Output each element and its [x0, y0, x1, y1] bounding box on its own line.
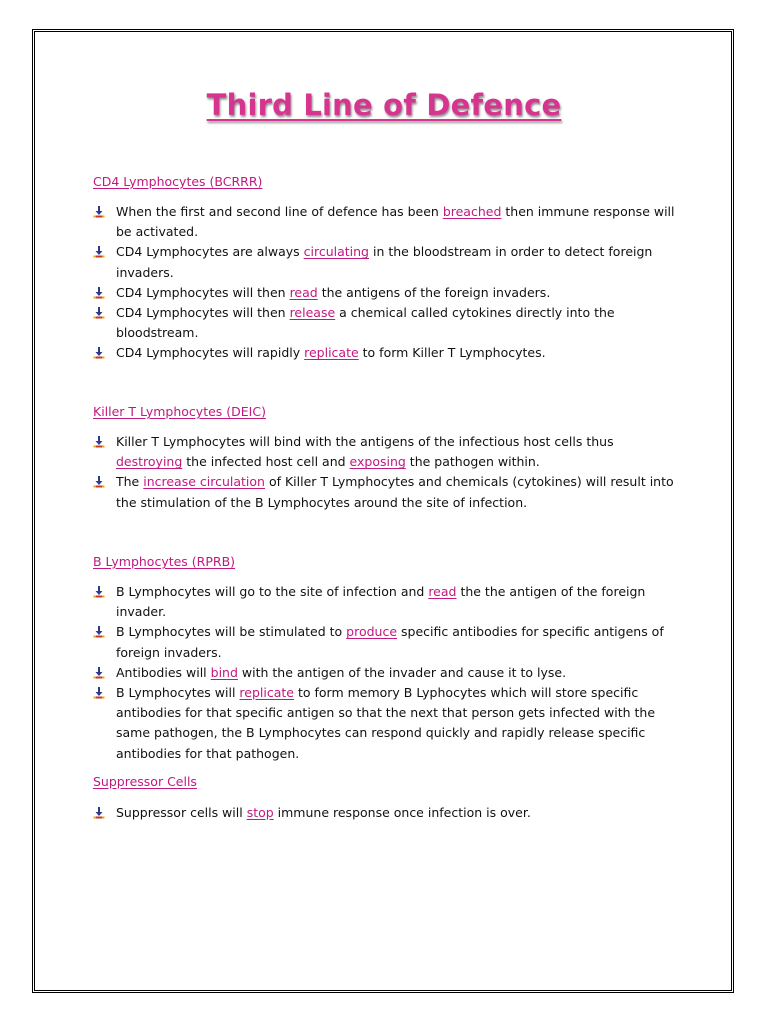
arrow-bullet-icon — [93, 586, 105, 598]
bullet-item — [93, 343, 683, 363]
bullet-item — [93, 582, 683, 622]
bullet-text: CD4 Lymphocytes will then — [116, 284, 290, 300]
bullet-text: The — [116, 474, 144, 490]
bullet-text: CD4 Lymphocytes are always — [116, 244, 304, 260]
section-heading-suppressor: Suppressor Cells — [93, 774, 197, 789]
arrow-bullet-icon — [93, 476, 105, 488]
page-title — [0, 88, 768, 122]
highlighted-term: bind — [210, 664, 238, 680]
bullet-item — [93, 242, 683, 282]
bullet-text: of Killer T Lymphocytes and chemicals (cytokines) will result into the stimulation of the B Lymphocytes around the site of infection. — [116, 474, 674, 510]
bullet-text: specific antibodies for specific antigens of foreign invaders. — [116, 624, 664, 660]
bullet-text: CD4 Lymphocytes will rapidly — [116, 345, 305, 361]
highlighted-term: destroying — [116, 454, 183, 470]
bullet-text: to form Killer T Lymphocytes. — [358, 345, 546, 361]
bullet-text: immune response once infection is over. — [273, 805, 531, 820]
bullet-item — [93, 663, 683, 683]
bullet-item — [93, 622, 683, 662]
bullet-text: B Lymphocytes will be stimulated to — [116, 624, 347, 640]
bullet-list-cd4 — [93, 202, 683, 364]
highlighted-term: stop — [246, 805, 274, 820]
bullet-text: the infected host cell and — [182, 454, 350, 470]
arrow-bullet-icon — [93, 626, 105, 638]
highlighted-term: produce — [346, 624, 398, 640]
bullet-list-killer-t — [93, 432, 683, 513]
highlighted-term: exposing — [349, 454, 406, 470]
highlighted-term: release — [289, 305, 336, 321]
bullet-text: a chemical called cytokines directly into the bloodstream. — [116, 305, 615, 341]
highlighted-term: circulating — [303, 244, 369, 260]
section-heading-b-lymphocytes: B Lymphocytes (RPRB) — [93, 554, 236, 569]
highlighted-term: increase circulation — [143, 474, 265, 490]
section-heading-cd4: CD4 Lymphocytes (BCRRR) — [93, 174, 263, 189]
arrow-bullet-icon — [93, 687, 105, 699]
bullet-item — [93, 803, 683, 823]
arrow-bullet-icon — [93, 246, 105, 258]
arrow-bullet-icon — [93, 347, 105, 359]
bullet-text: then immune response will be activated. — [116, 204, 675, 240]
bullet-text: the the antigen of the foreign invader. — [116, 584, 646, 620]
arrow-bullet-icon — [93, 436, 105, 448]
arrow-bullet-icon — [93, 206, 105, 218]
arrow-bullet-icon — [93, 287, 105, 299]
bullet-text: the pathogen within. — [405, 454, 540, 470]
bullet-item — [93, 683, 683, 764]
bullet-text: When the first and second line of defence has been — [116, 204, 443, 219]
bullet-text: B Lymphocytes will — [116, 685, 240, 701]
highlighted-term: breached — [442, 204, 502, 219]
highlighted-term: read — [289, 284, 318, 300]
arrow-bullet-icon — [93, 807, 105, 819]
arrow-bullet-icon — [93, 307, 105, 319]
highlighted-term: read — [428, 584, 457, 599]
bullet-text: to form memory B Lyphocytes which will store specific antibodies for that specific antigen so that the next that person gets infected with the same pathogen, the B Lymphocytes can respond quickly and rapidly release specific antibodies for that pathogen. — [116, 685, 656, 761]
bullet-text: Suppressor cells will — [116, 805, 247, 820]
bullet-item — [93, 472, 683, 512]
page-title-text: Third Line of Defence — [206, 88, 562, 122]
bullet-list-suppressor — [93, 803, 683, 823]
bullet-item — [93, 303, 683, 343]
bullet-text: in the bloodstream in order to detect foreign invaders. — [116, 244, 653, 280]
bullet-item — [93, 202, 683, 242]
bullet-text: CD4 Lymphocytes will then — [116, 305, 290, 321]
section-heading-killer-t: Killer T Lymphocytes (DEIC) — [93, 404, 266, 419]
bullet-text: the antigens of the foreign invaders. — [317, 284, 551, 300]
bullet-text: with the antigen of the invader and cause it to lyse. — [237, 664, 567, 680]
bullet-item — [93, 283, 683, 303]
bullet-list-b-lymphocytes — [93, 582, 683, 764]
highlighted-term: replicate — [304, 345, 359, 361]
bullet-item — [93, 432, 683, 472]
highlighted-term: replicate — [239, 685, 294, 701]
arrow-bullet-icon — [93, 667, 105, 679]
bullet-text: Killer T Lymphocytes will bind with the antigens of the infectious host cells thus — [116, 434, 614, 449]
bullet-text: B Lymphocytes will go to the site of infection and — [116, 584, 429, 599]
bullet-text: Antibodies will — [116, 664, 211, 680]
